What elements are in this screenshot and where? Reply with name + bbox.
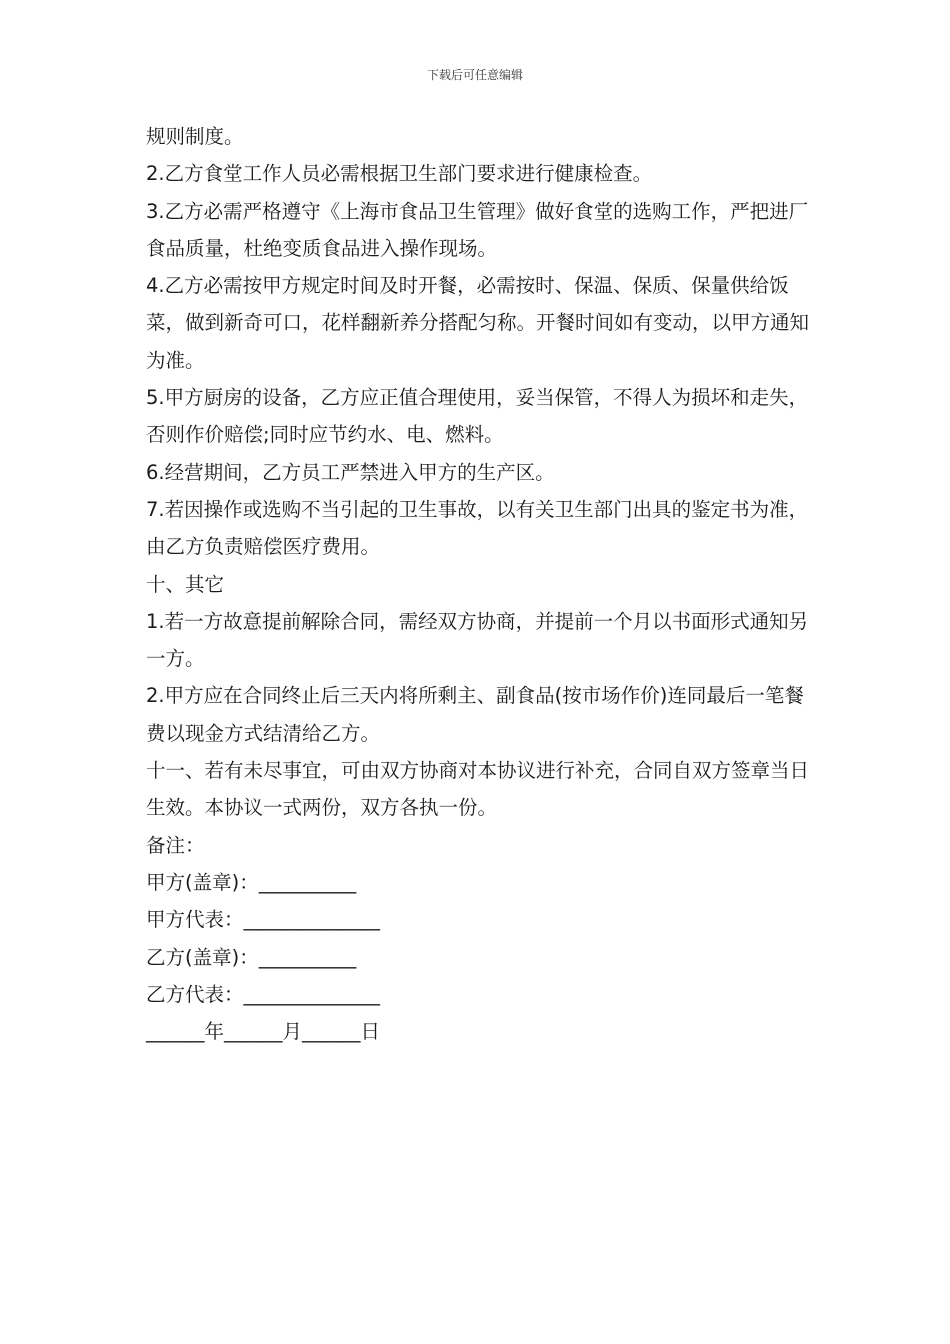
section-heading-other: 十、其它 — [146, 572, 225, 596]
paragraph-clause-7-accidents: 7.若因操作或选购不当引起的卫生事故，以有关卫生部门出具的鉴定书为准，由乙方负责赔偿医疗费用。 — [146, 497, 809, 559]
paragraph-clause-3-procurement: 3.乙方必需严格遵守《上海市食品卫生管理》做好食堂的选购工作，严把进厂食品质量，杜绝变质食品进入操作现场。 — [146, 199, 809, 260]
party-b-representative-line: 乙方代表：______________ — [146, 982, 381, 1006]
paragraph-other-2-settlement: 2.甲方应在合同终止后三天内将所剩主、副食品(按市场作价)连同最后一笔餐费以现金方式结清给乙方。 — [146, 684, 804, 745]
document-body — [146, 118, 812, 1050]
paragraph-section-11-supplement: 十一、若有未尽事宜，可由双方协商对本协议进行补充，合同自双方签章当日生效。本协议一式两份，双方各执一份。 — [146, 759, 810, 820]
date-line: ______年______月______日 — [146, 1020, 381, 1044]
paragraph-other-1-termination: 1.若一方故意提前解除合同，需经双方协商，并提前一个月以书面形式通知另一方。 — [146, 609, 809, 671]
page-header: 下载后可任意编辑 — [426, 68, 523, 82]
paragraph-clause-5-equipment: 5.甲方厨房的设备，乙方应正值合理使用，妥当保管，不得人为损坏和走失，否则作价赔偿;同时应节约水、电、燃料。 — [146, 386, 809, 447]
paragraph-clause-2-health: 2.乙方食堂工作人员必需根据卫生部门要求进行健康检查。 — [146, 162, 653, 186]
party-b-seal-line: 乙方(盖章)：__________ — [146, 945, 357, 969]
party-a-representative-line: 甲方代表：______________ — [146, 908, 381, 932]
remarks-label: 备注： — [146, 833, 205, 857]
paragraph-clause-4-meals: 4.乙方必需按甲方规定时间及时开餐，必需按时、保温、保质、保量供给饭菜，做到新奇可口，花样翻新养分搭配匀称。开餐时间如有变动，以甲方通知为准。 — [146, 274, 810, 372]
party-a-seal-line: 甲方(盖章)：__________ — [146, 870, 357, 894]
paragraph-clause-6-restricted-area: 6.经营期间，乙方员工严禁进入甲方的生产区。 — [146, 460, 555, 484]
paragraph-rules-end: 规则制度。 — [146, 125, 244, 148]
